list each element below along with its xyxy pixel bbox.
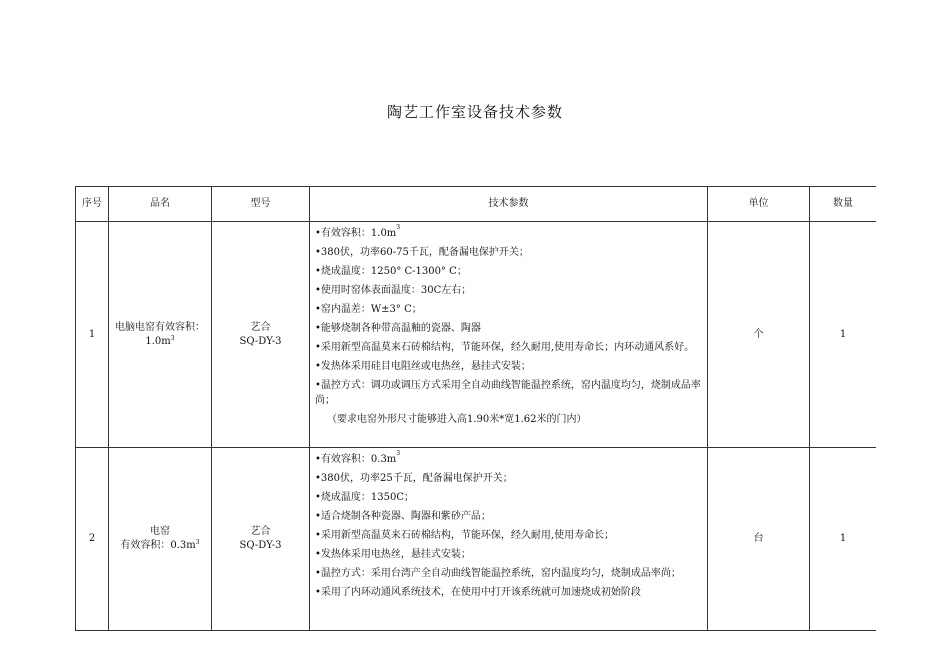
row2-qty: 1 — [810, 448, 877, 631]
row1-seq: 1 — [76, 222, 109, 448]
spec-line: •有效容积：$0.3m^3$ — [315, 450, 401, 465]
row2-name-line1: 电窑 — [150, 526, 170, 537]
header-unit: 单位 — [708, 187, 810, 222]
spec-line: •采用新型高温莫来石砖棉结构，节能环保，经久耐用,使用寿命长； — [315, 530, 615, 541]
spec-line: •380伏，功率60-75千瓦，配备漏电保护开关； — [315, 247, 529, 258]
spec-line: •适合烧制各种瓷器、陶器和紫砂产品； — [315, 511, 491, 522]
table-row — [76, 448, 877, 631]
header-spec: 技术参数 — [310, 187, 708, 222]
spec-line: •发热体采用电热丝，悬挂式安装； — [315, 549, 471, 560]
spec-line: •能够烧制各种带高温釉的瓷器、陶器 — [315, 323, 481, 334]
header-model: 型号 — [212, 187, 310, 222]
row2-model-brand: 艺合 — [250, 526, 271, 537]
row2-model-code: SQ-DY-3 — [239, 540, 282, 551]
row2-spec — [310, 448, 708, 631]
spec-line: •温控方式：采用台湾产全自动曲线智能温控系统，窑内温度均匀，烧制成品率尚； — [315, 568, 681, 579]
spec-line: •发热体采用硅目电阻丝或电热丝，悬挂式安装； — [315, 361, 531, 372]
row2-seq: 2 — [76, 448, 109, 631]
spec-line: •窑内温差：W±3° C； — [315, 304, 422, 315]
header-name: 品名 — [109, 187, 212, 222]
spec-line: •采用了内环动通风系统技术，在使用中打开该系统就可加速烧成初始阶段 — [315, 587, 641, 598]
row1-spec — [310, 222, 708, 448]
spec-line: •380伏，功率25千瓦，配备漏电保护开关； — [315, 473, 513, 484]
spec-line: •烧成温度：1350C； — [315, 492, 414, 503]
spec-note: （要求电窑外形尺寸能够进入高1.90米*宽1.62米的门内） — [327, 414, 587, 425]
document-title: 陶艺工作室设备技术参数 — [386, 103, 563, 121]
table-header-row — [76, 187, 877, 222]
header-qty: 数量 — [810, 187, 877, 222]
spec-line: •烧成温度：1250° C-1300° C； — [315, 266, 467, 277]
row1-unit: 个 — [708, 222, 810, 448]
row2-model — [212, 448, 310, 631]
row1-qty: 1 — [810, 222, 877, 448]
header-seq: 序号 — [76, 187, 109, 222]
equipment-table — [75, 186, 876, 631]
row2-name — [109, 448, 212, 631]
row2-unit: 台 — [708, 448, 810, 631]
table-row — [76, 222, 877, 448]
row1-model-brand: 艺合 — [250, 321, 271, 333]
spec-line: •有效容积：$1.0m^3$ — [315, 224, 401, 239]
spec-line: •使用时窑体表面温度：30C左右； — [315, 285, 472, 296]
row1-name: 电脑电窑有效容积：$1.0m^3$ — [109, 222, 212, 448]
spec-line: •采用新型高温莫来石砖棉结构，节能环保，经久耐用,使用寿命长；内环动通风系好。 — [315, 342, 695, 353]
row1-model-code: SQ-DY-3 — [239, 335, 282, 347]
spec-line: •温控方式：调功或调压方式采用全自动曲线智能温控系统，窑内温度均匀，烧制成品率尚； — [315, 380, 701, 406]
row1-model — [212, 222, 310, 448]
equipment-table-container — [75, 186, 876, 672]
row2-name-line2: 有效容积：$0.3m^3$ — [120, 539, 200, 551]
